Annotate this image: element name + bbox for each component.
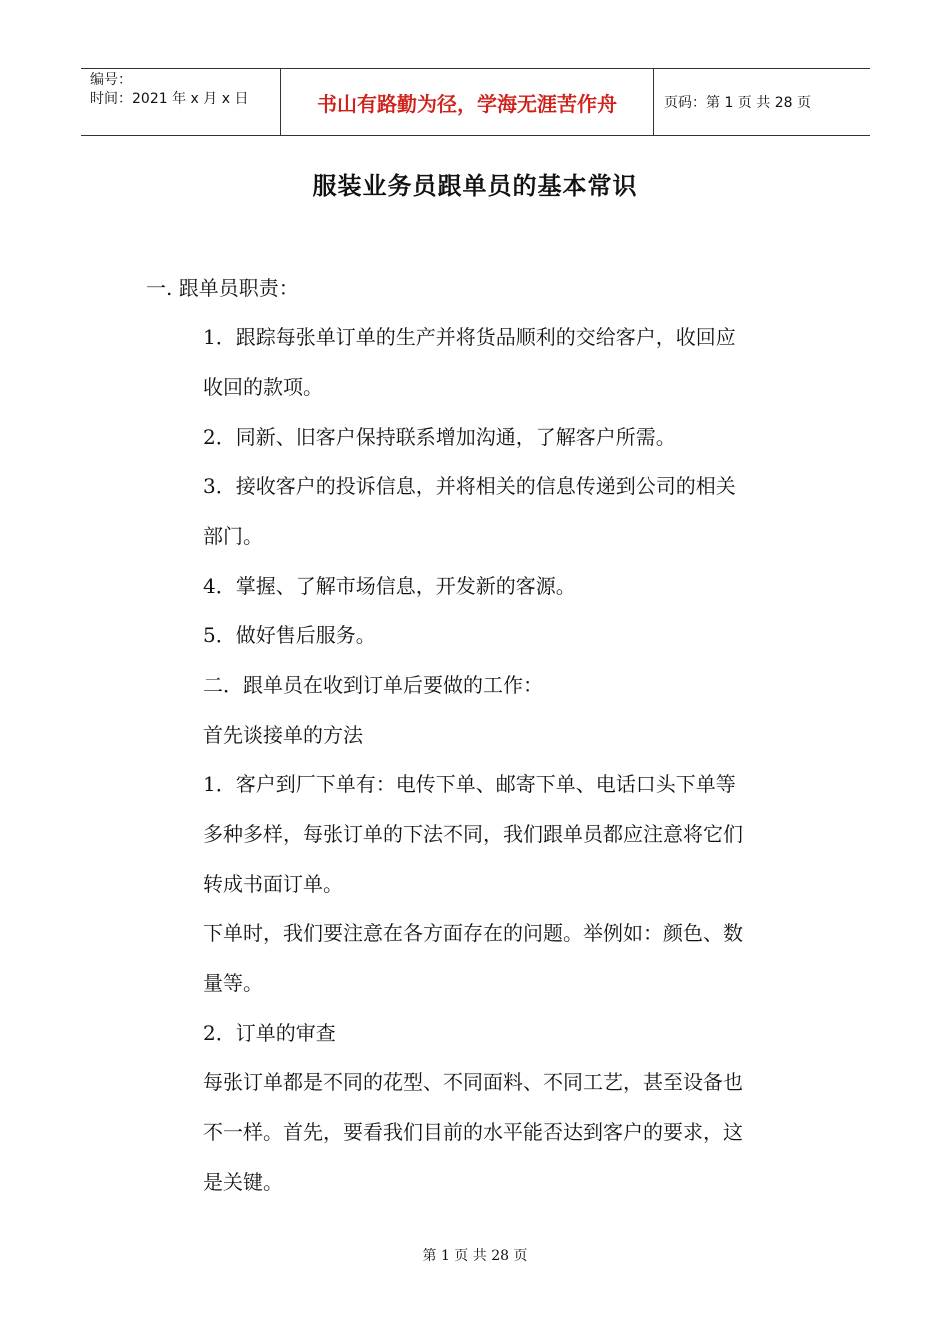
paragraph-line: 4．掌握、了解市场信息，开发新的客源。 [203,574,576,598]
header-table [81,68,870,136]
paragraph-line: 转成书面订单。 [203,872,343,896]
paragraph-line: 1．跟踪每张单订单的生产并将货品顺利的交给客户，收回应 [203,325,736,349]
paragraph-line: 量等。 [203,971,263,995]
header-page-info: 页码：第 1 页 共 28 页 [664,95,811,111]
date-label: 时间：2021 年 x 月 x 日 [90,91,249,107]
paragraph-line: 5．做好售后服务。 [203,623,376,647]
document-title: 服装业务员跟单员的基本常识 [312,171,638,200]
paragraph-line: 2．同新、旧客户保持联系增加沟通，了解客户所需。 [203,425,676,449]
paragraph-line: 收回的款项。 [203,375,323,399]
paragraph-line: 是关键。 [203,1170,283,1194]
number-label: 编号： [90,72,132,88]
page-footer: 第 1 页 共 28 页 [422,1248,528,1264]
paragraph-line: 首先谈接单的方法 [203,723,363,747]
section-heading-1: 一. 跟单员职责： [146,276,299,300]
paragraph-line: 部门。 [203,524,263,548]
paragraph-line: 1．客户到厂下单有：电传下单、邮寄下单、电话口头下单等 [203,772,736,796]
section-heading-2: 二．跟单员在收到订单后要做的工作： [203,673,543,697]
paragraph-line: 每张订单都是不同的花型、不同面料、不同工艺，甚至设备也 [203,1070,743,1094]
paragraph-line: 3．接收客户的投诉信息，并将相关的信息传递到公司的相关 [203,474,736,498]
paragraph-line: 多种多样，每张订单的下法不同，我们跟单员都应注意将它们 [203,822,743,846]
paragraph-line: 不一样。首先，要看我们目前的水平能否达到客户的要求，这 [203,1120,743,1144]
paragraph-line: 2．订单的审查 [203,1021,336,1045]
header-meta-cell [81,69,281,135]
header-motto: 书山有路勤为径，学海无涯苦作舟 [281,69,654,135]
paragraph-line: 下单时，我们要注意在各方面存在的问题。举例如：颜色、数 [203,921,743,945]
